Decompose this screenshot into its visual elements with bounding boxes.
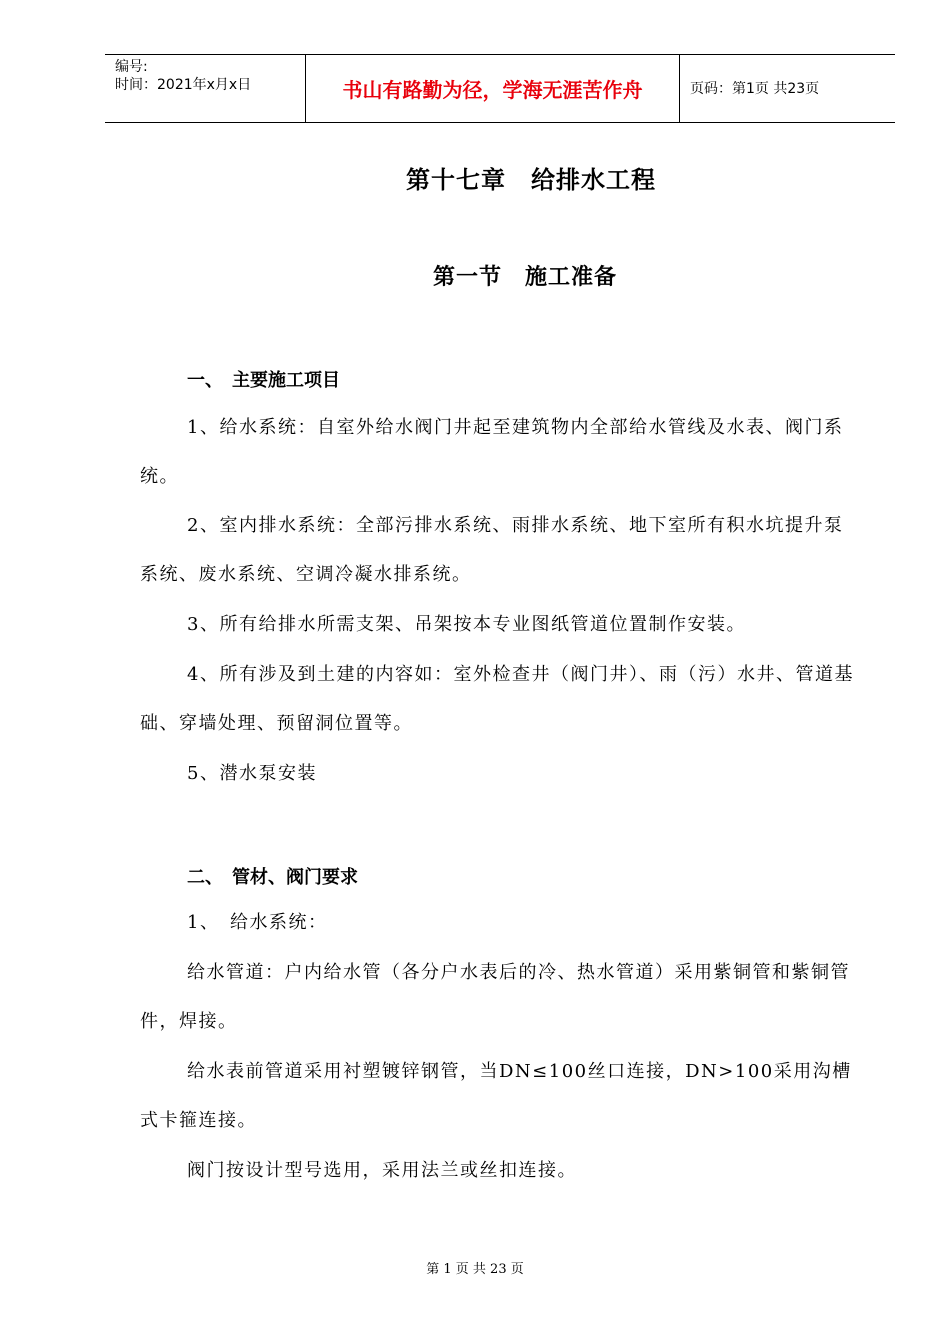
header-motto: 书山有路勤为径，学海无涯苦作舟: [306, 54, 680, 122]
header-page-info: 页码：第1页 共23页: [690, 81, 820, 97]
item-civil-works: 4、所有涉及到土建的内容如：室外检查井（阀门井）、雨（污）水井、管道基础、穿墙处理、预留洞位置等。: [140, 664, 854, 734]
page-footer: 第 1 页 共 23 页: [426, 1262, 524, 1277]
chapter-title: 第十七章 给排水工程: [406, 166, 656, 194]
item-supports-hangers: 3、所有给排水所需支架、吊架按本专业图纸管道位置制作安装。: [187, 614, 746, 635]
paragraph-pre-meter-pipes: 给水表前管道采用衬塑镀锌钢管，当DN≤100丝口连接，DN>100采用沟槽式卡箍连接。: [140, 1061, 852, 1131]
document-date-label: 时间：2021年x月x日: [115, 77, 252, 93]
page-header: [105, 54, 895, 123]
header-meta: [105, 54, 306, 122]
document-number-label: 编号:: [115, 59, 148, 75]
heading-pipe-valve-requirements: 二、 管材、阀门要求: [187, 867, 358, 888]
paragraph-indoor-pipes: 给水管道：户内给水管（各分户水表后的冷、热水管道）采用紫铜管和紫铜管件，焊接。: [140, 962, 850, 1032]
section-title: 第一节 施工准备: [432, 265, 617, 290]
item-water-supply-system: 1、给水系统：自室外给水阀门井起至建筑物内全部给水管线及水表、阀门系统。: [140, 417, 844, 487]
item-indoor-drainage-system: 2、室内排水系统：全部污排水系统、雨排水系统、地下室所有积水坑提升泵系统、废水系统、空调冷凝水排系统。: [140, 515, 844, 585]
item-submersible-pump: 5、潜水泵安装: [187, 763, 317, 784]
paragraph-valves: 阀门按设计型号选用，采用法兰或丝扣连接。: [187, 1160, 577, 1181]
sub-water-supply-system: 1、 给水系统：: [187, 912, 328, 933]
heading-main-construction-items: 一、 主要施工项目: [187, 370, 340, 391]
